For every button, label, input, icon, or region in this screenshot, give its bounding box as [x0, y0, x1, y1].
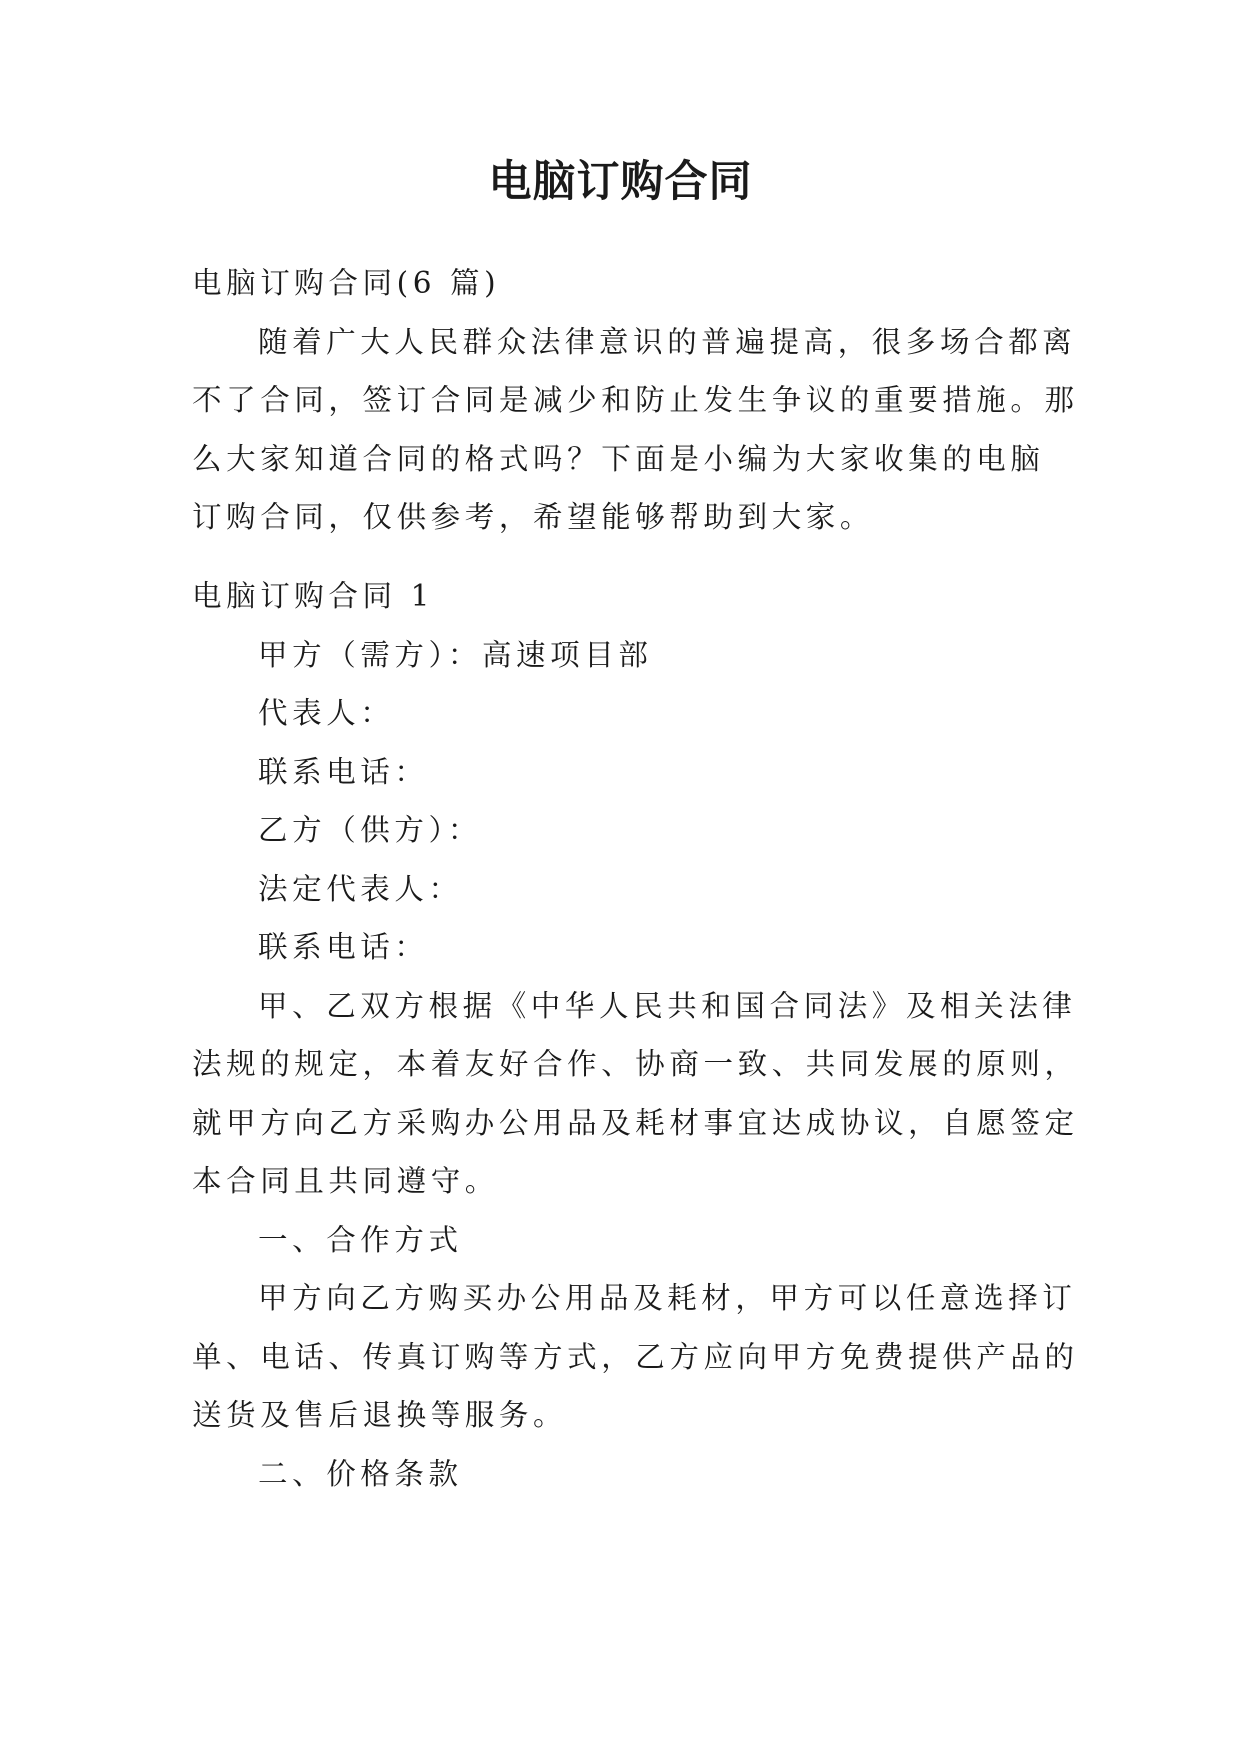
- intro-line: 随着广大人民群众法律意识的普遍提高，很多场合都离: [258, 324, 1077, 359]
- phone-b-line: 联系电话：: [258, 930, 429, 964]
- preamble-line: 就甲方向乙方采购办公用品及耗材事宜达成协议，自愿签定: [192, 1105, 1079, 1140]
- party-a-line: 甲方（需方）：高速项目部: [258, 637, 653, 672]
- section-1-line: 送货及售后退换等服务。: [192, 1398, 568, 1432]
- section-2-title: 二、价格条款: [258, 1456, 463, 1491]
- phone-a-line: 联系电话：: [258, 754, 429, 789]
- contract-heading: 电脑订购合同 1: [192, 579, 434, 613]
- representative-line: 代表人：: [258, 696, 395, 730]
- preamble-line: 法规的规定，本着友好合作、协商一致、共同发展的原则，: [192, 1047, 1079, 1081]
- intro-line: 不了合同，签订合同是减少和防止发生争议的重要措施。那: [192, 383, 1079, 417]
- section-1-line: 甲方向乙方购买办公用品及耗材，甲方可以任意选择订: [258, 1281, 1077, 1315]
- contract-1-section: [192, 567, 1079, 1503]
- section-1-line: 单、电话、传真订购等方式，乙方应向甲方免费提供产品的: [192, 1339, 1079, 1374]
- document-title: 电脑订购合同: [488, 157, 753, 207]
- intro-section: [192, 254, 1079, 547]
- preamble-line: 甲、乙双方根据《中华人民共和国合同法》及相关法律: [258, 988, 1077, 1023]
- legal-rep-line: 法定代表人：: [258, 871, 463, 906]
- section-1-title: 一、合作方式: [258, 1222, 463, 1257]
- document-subtitle: 电脑订购合同(6 篇): [192, 266, 501, 300]
- party-b-line: 乙方（供方）：: [258, 813, 482, 847]
- preamble-line: 本合同且共同遵守。: [192, 1164, 499, 1198]
- intro-line: 订购合同，仅供参考，希望能够帮助到大家。: [192, 500, 875, 534]
- intro-line: 么大家知道合同的格式吗？下面是小编为大家收集的电脑: [192, 441, 1045, 476]
